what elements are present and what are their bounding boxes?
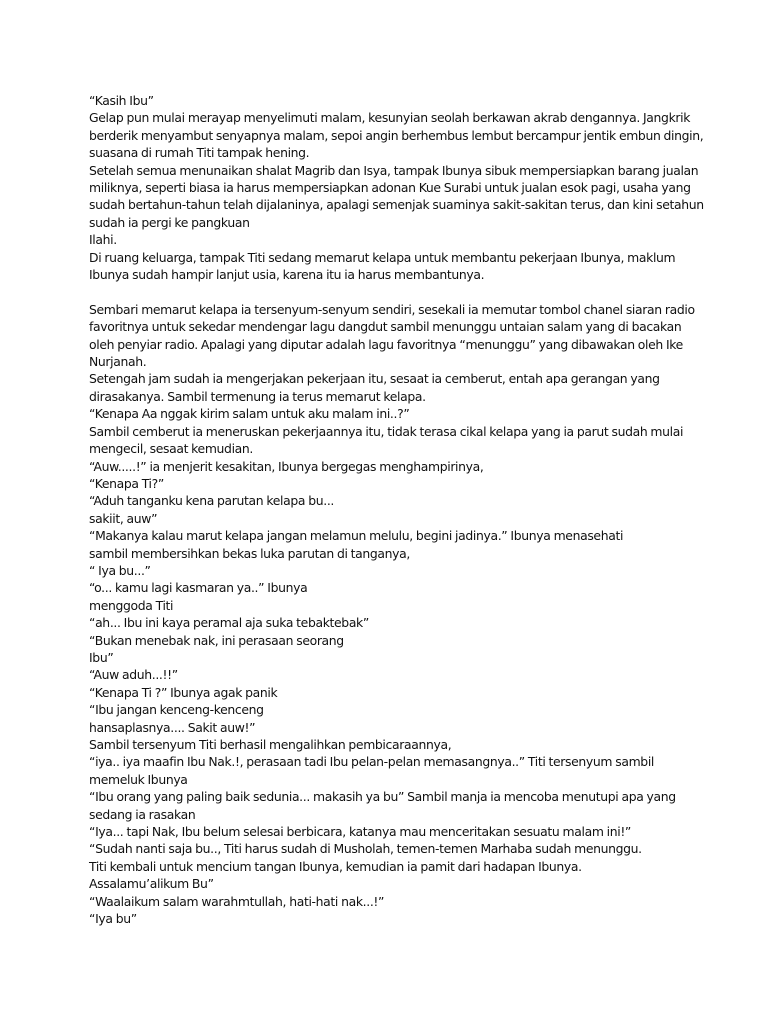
text-line: Setengah jam sudah ia mengerjakan pekerjaan itu, sesaat ia cemberut, entah apa gerangan yang <box>89 371 660 387</box>
text-line: Sambil cemberut ia meneruskan pekerjaannya itu, tidak terasa cikal kelapa yang ia parut sudah mulai <box>89 423 684 439</box>
text-line: Gelap pun mulai merayap menyelimuti malam, kesunyian seolah berkawan akrab dengannya. Jangkrik <box>89 110 691 126</box>
text-line: Ilahi. <box>89 232 117 248</box>
text-line: “Kenapa Ti?” <box>89 475 164 491</box>
text-line: “Iya... tapi Nak, Ibu belum selesai berbicara, katanya mau menceritakan sesuatu malam ini!” <box>89 824 631 840</box>
text-line: suasana di rumah Titi tampak hening. <box>89 145 310 161</box>
text-line: oleh penyiar radio. Apalagi yang diputar adalah lagu favoritnya “menunggu” yang dibawakan oleh Ike <box>89 336 683 352</box>
text-line: Di ruang keluarga, tampak Titi sedang memarut kelapa untuk membantu pekerjaan Ibunya, maklum <box>89 249 676 265</box>
text-line: memeluk Ibunya <box>89 771 188 787</box>
text-line: sambil membersihkan bekas luka parutan di tanganya, <box>89 545 410 561</box>
text-line: “ Iya bu...” <box>89 562 151 578</box>
text-line: sedang ia rasakan <box>89 806 196 822</box>
text-line: “Kasih Ibu” <box>89 93 154 108</box>
text-line: “Bukan menebak nak, ini perasaan seorang <box>89 632 344 648</box>
text-line: “Sudah nanti saja bu.., Titi harus sudah di Musholah, temen-temen Marhaba sudah menunggu. <box>89 841 642 857</box>
text-line: hansaplasnya.... Sakit auw!” <box>89 719 256 735</box>
text-line: “iya.. iya maafin Ibu Nak.!, perasaan tadi Ibu pelan-pelan memasangnya..” Titi tersenyum sambil <box>89 754 654 770</box>
text-line: Sambil tersenyum Titi berhasil mengalihkan pembicaraannya, <box>89 737 452 753</box>
text-line: Assalamu’alikum Bu” <box>89 876 214 892</box>
text-line: Titi kembali untuk mencium tangan Ibunya, kemudian ia pamit dari hadapan Ibunya. <box>89 858 582 874</box>
text-line: “Ibu orang yang paling baik sedunia... makasih ya bu” Sambil manja ia mencoba menutupi apa yang <box>89 789 676 805</box>
text-line: Ibunya sudah hampir lanjut usia, karena itu ia harus membantunya. <box>89 267 485 283</box>
blank-line <box>89 283 689 300</box>
text-line: dirasakanya. Sambil termenung ia terus memarut kelapa. <box>89 388 426 404</box>
text-line: sakiit, auw” <box>89 510 158 526</box>
text-line: sudah ia pergi ke pangkuan <box>89 214 250 230</box>
text-line: miliknya, seperti biasa ia harus mempersiapkan adonan Kue Surabi untuk jualan esok pagi, usaha yang <box>89 180 691 196</box>
text-line: Ibu” <box>89 649 114 665</box>
text-line: sudah bertahun-tahun telah dijalaninya, apalagi semenjak suaminya sakit-sakitan terus, dan kini setahun <box>89 197 704 213</box>
text-line: “Iya bu” <box>89 911 137 927</box>
text-line: “o... kamu lagi kasmaran ya..” Ibunya <box>89 580 308 596</box>
text-line: Setelah semua menunaikan shalat Magrib dan Isya, tampak Ibunya sibuk mempersiapkan barang jualan <box>89 162 699 178</box>
text-line: mengecil, sesaat kemudian. <box>89 441 253 457</box>
text-line: “Auw.....!” ia menjerit kesakitan, Ibunya bergegas menghampirinya, <box>89 458 484 474</box>
text-line: “ah... Ibu ini kaya peramal aja suka tebaktebak” <box>89 615 369 631</box>
text-line: “Auw aduh...!!” <box>89 667 178 683</box>
text-line: “Aduh tanganku kena parutan kelapa bu... <box>89 493 335 509</box>
text-line: “Ibu jangan kenceng-kenceng <box>89 702 264 718</box>
story-text <box>89 92 704 927</box>
text-line: favoritnya untuk sekedar mendengar lagu dangdut sambil menunggu untaian salam yang di bacakan <box>89 319 682 335</box>
text-line: “Makanya kalau marut kelapa jangan melamun melulu, begini jadinya.” Ibunya menasehati <box>89 528 624 544</box>
text-line: “Kenapa Ti ?” Ibunya agak panik <box>89 684 278 700</box>
text-line: “Kenapa Aa nggak kirim salam untuk aku malam ini..?” <box>89 406 410 422</box>
text-line: Nurjanah. <box>89 354 147 370</box>
text-line: Sembari memarut kelapa ia tersenyum-senyum sendiri, sesekali ia memutar tombol chanel siaran radio <box>89 301 695 317</box>
text-line: menggoda Titi <box>89 597 174 613</box>
text-line: berderik menyambut senyapnya malam, sepoi angin berhembus lembut bercampur jentik embun dingin, <box>89 127 704 143</box>
text-line: “Waalaikum salam warahmtullah, hati-hati nak...!” <box>89 893 385 909</box>
